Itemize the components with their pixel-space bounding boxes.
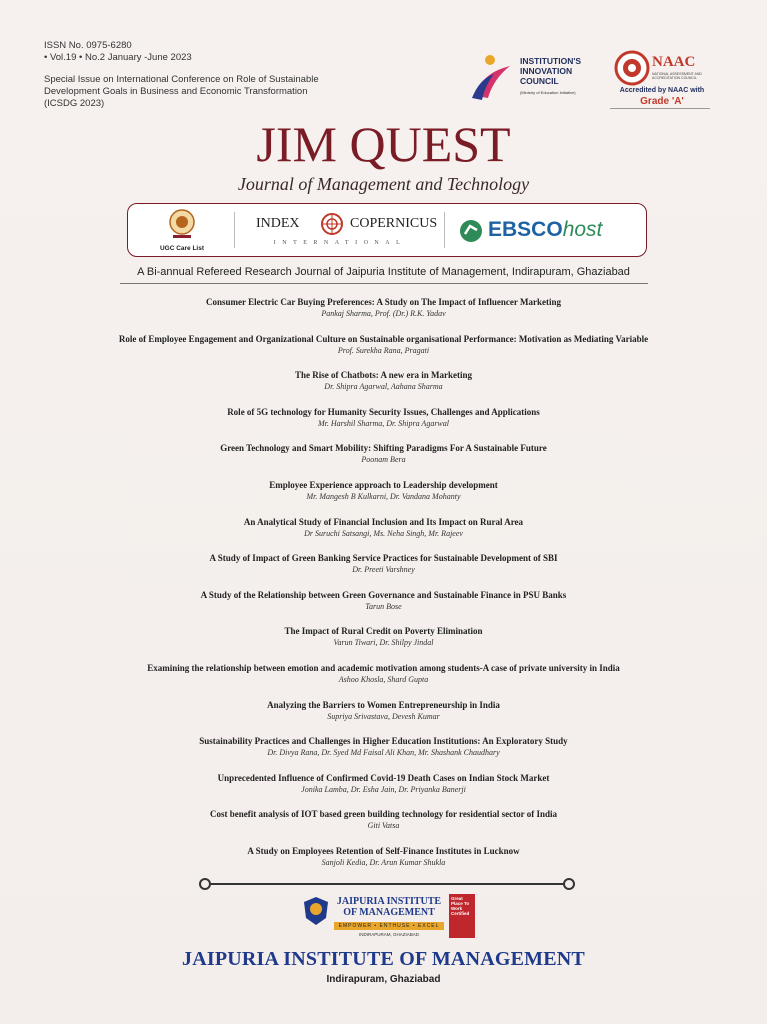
- article-authors: Prof. Surekha Rana, Pragati: [337, 345, 430, 355]
- article-title: Employee Experience approach to Leadership development: [269, 479, 498, 490]
- article-authors: Jonika Lamba, Dr. Esha Jain, Dr. Priyanka Banerji: [301, 784, 466, 794]
- article-authors: Ashoo Khosla, Shard Gupta: [338, 674, 429, 684]
- article-title: Green Technology and Smart Mobility: Shifting Paradigms For A Sustainable Future: [220, 443, 547, 454]
- article-entry: [40, 479, 727, 516]
- ugc-care-logo: UGC Care List: [134, 206, 230, 254]
- article-authors: Dr Suruchi Satsangi, Ms. Neha Singh, Mr. Rajeev: [304, 528, 463, 538]
- article-title: Examining the relationship between emotion and academic motivation among students-A case of private university in India: [147, 662, 620, 673]
- article-authors: Giti Vatsa: [367, 821, 400, 831]
- article-entry: [40, 699, 727, 736]
- article-entry: [40, 552, 727, 589]
- jaipuria-crest-icon: [302, 896, 330, 926]
- article-authors: Dr. Shipra Agarwal, Aahana Sharma: [324, 382, 443, 392]
- article-entry: [40, 589, 727, 626]
- naac-seal-icon: [614, 50, 650, 86]
- article-entry: [40, 296, 727, 333]
- article-entry: [40, 845, 727, 882]
- institute-location: Indirapuram, Ghaziabad: [326, 974, 441, 985]
- article-authors: Sanjoli Kedia, Dr. Arun Kumar Shukla: [321, 857, 446, 867]
- article-entry: [40, 662, 727, 699]
- ugc-emblem-icon: [167, 208, 197, 240]
- article-title: The Rise of Chatbots: A new era in Marketing: [295, 370, 472, 381]
- special-issue-text: Special Issue on International Conference on Role of Sustainable Development Goals in Business and Economic Transformation (ICSDG 2023): [44, 74, 319, 109]
- jaipuria-logo: JAIPURIA INSTITUTE OF MANAGEMENT EMPOWER • ENTHUSE • EXCEL INDIRAPURAM, GHAZIABAD: [300, 896, 480, 944]
- divider: [234, 212, 235, 248]
- article-title: A Study on Employees Retention of Self-Finance Institutes in Lucknow: [247, 845, 520, 856]
- naac-underline: [610, 108, 710, 109]
- connector-dot-left: [199, 878, 211, 890]
- article-title: Analyzing the Barriers to Women Entrepreneurship in India: [267, 699, 500, 710]
- article-title: The Impact of Rural Credit on Poverty Elimination: [284, 626, 483, 637]
- volume-text: • Vol.19 • No.2 January -June 2023: [44, 52, 192, 63]
- article-title: An Analytical Study of Financial Inclusion and Its Impact on Rural Area: [243, 516, 524, 527]
- divider: [444, 212, 445, 248]
- issue-info: [44, 40, 374, 110]
- article-title: Unprecedented Influence of Confirmed Covid-19 Death Cases on Indian Stock Market: [217, 772, 550, 783]
- indexing-box: [127, 203, 647, 257]
- connector-line: [206, 883, 568, 885]
- journal-subtitle: Journal of Management and Technology: [237, 174, 530, 194]
- article-entry: [40, 625, 727, 662]
- tagline: A Bi-annual Refereed Research Journal of Jaipuria Institute of Management, Indirapuram, Ghaziabad: [137, 266, 630, 278]
- article-title: A Study of Impact of Green Banking Service Practices for Sustainable Development of SBI: [209, 553, 558, 564]
- article-entry: [40, 442, 727, 479]
- article-authors: Mr. Harshil Sharma, Dr. Shipra Agarwal: [318, 418, 449, 428]
- issn-text: ISSN No. 0975-6280: [44, 40, 132, 51]
- iic-logo: INSTITUTION'S INNOVATION COUNCIL (Ministry of Education Initiative): [470, 52, 600, 104]
- naac-logo: NAAC NATIONAL ASSESSMENT AND ACCREDITATION COUNCIL Accredited by NAAC with Grade 'A': [610, 50, 710, 112]
- article-entry: [40, 333, 727, 370]
- article-entry: [40, 808, 727, 845]
- copernicus-globe-icon: [320, 212, 344, 236]
- article-authors: Supriya Srivastava, Devesh Kumar: [327, 711, 440, 721]
- article-list: [40, 296, 727, 882]
- article-entry: [40, 772, 727, 809]
- article-title: Sustainability Practices and Challenges in Higher Education Institutions: An Exploratory Study: [199, 736, 568, 747]
- ebsco-logo: EBSCOhost: [458, 212, 638, 248]
- article-authors: Mr. Mangesh B Kulkarni, Dr. Vandana Mohanty: [306, 491, 461, 501]
- article-entry: [40, 735, 727, 772]
- article-title: Role of Employee Engagement and Organizational Culture on Sustainable organisational Performance: Motivation as Mediating Variable: [118, 333, 649, 344]
- institute-name: JAIPURIA INSTITUTE OF MANAGEMENT: [182, 948, 585, 970]
- article-entry: [40, 369, 727, 406]
- iic-emblem-icon: [470, 52, 516, 102]
- article-entry: [40, 406, 727, 443]
- divider-line: [120, 283, 648, 284]
- article-title: Cost benefit analysis of IOT based green building technology for residential sector of India: [210, 809, 557, 820]
- article-title: Consumer Electric Car Buying Preferences: A Study on The Impact of Influencer Marketing: [206, 297, 561, 307]
- article-authors: Dr. Divya Rana, Dr. Syed Md Faisal Ali Khan, Mr. Shashank Chaudhary: [267, 748, 500, 758]
- article-entry: [40, 516, 727, 553]
- index-copernicus-logo: INDEX COPERNICUS INTERNATIONAL: [238, 210, 442, 254]
- article-authors: Tarun Bose: [365, 601, 402, 611]
- great-place-to-work-badge: Great Place To Work Certified: [449, 894, 475, 938]
- ebsco-leaf-icon: [458, 218, 484, 244]
- article-authors: Pankaj Sharma, Prof. (Dr.) R.K. Yadav: [321, 309, 446, 318]
- article-title: Role of 5G technology for Humanity Security Issues, Challenges and Applications: [227, 406, 540, 417]
- journal-title: JIM QUEST: [256, 116, 511, 172]
- article-title: A Study of the Relationship between Green Governance and Sustainable Finance in PSU Banks: [200, 589, 567, 600]
- article-authors: Varun Tiwari, Dr. Shilpy Jindal: [333, 638, 434, 648]
- connector-dot-right: [563, 878, 575, 890]
- article-authors: Dr. Preeti Varshney: [352, 565, 415, 575]
- article-authors: Poonam Bera: [361, 455, 406, 465]
